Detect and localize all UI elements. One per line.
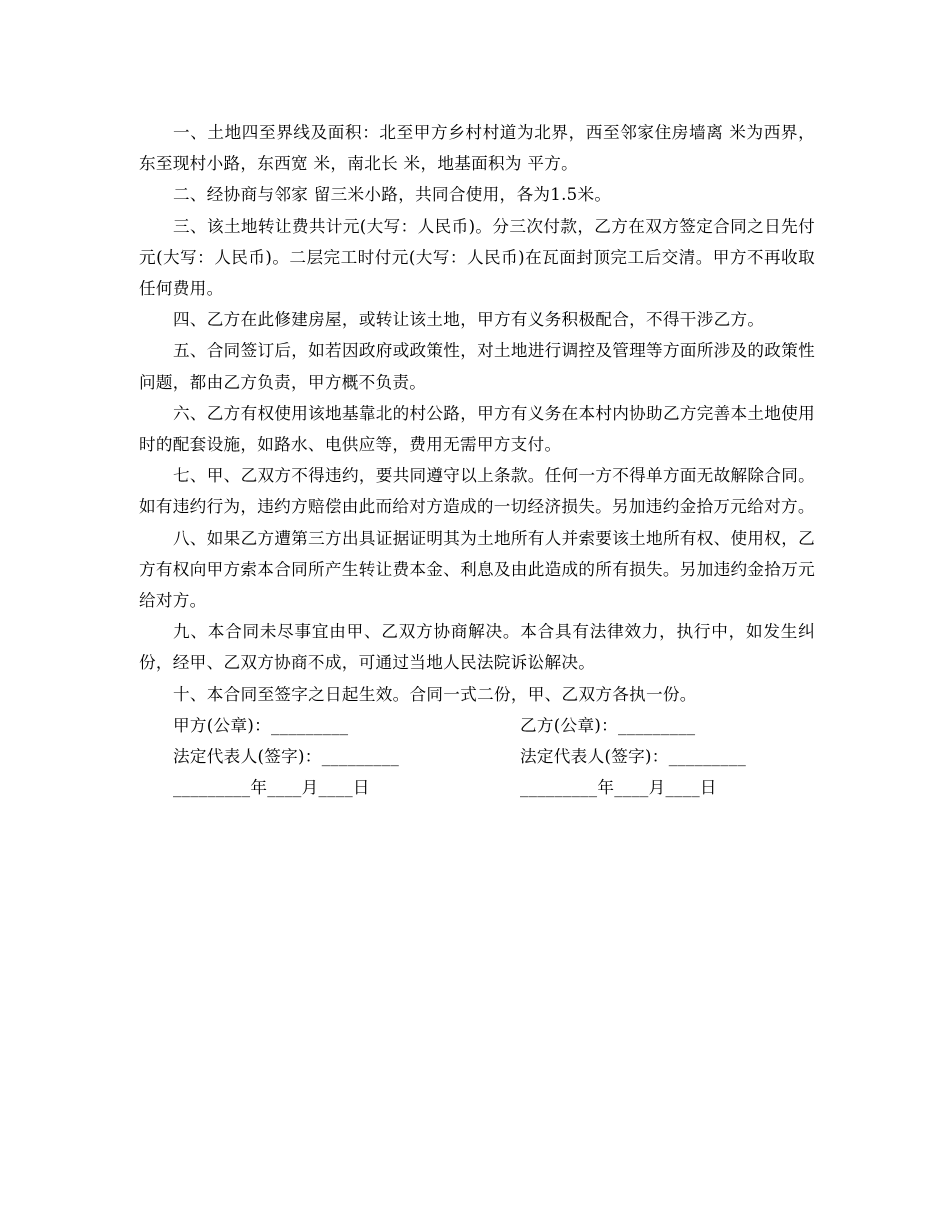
clause-2: 二、经协商与邻家 留三米小路，共同合使用，各为1.5米。 xyxy=(173,185,612,205)
clause-6: 六、乙方有权使用该地基靠北的村公路，甲方有义务在本村内协助乙方完善本土地使用时的配套设施，如路水、电供应等，费用无需甲方支付。 xyxy=(139,403,815,455)
clause-4: 四、乙方在此修建房屋，或转让该土地，甲方有义务积极配合，不得干涉乙方。 xyxy=(173,310,765,330)
clause-8: 八、如果乙方遭第三方出具证据证明其为土地所有人并索要该土地所有权、使用权，乙方有权向甲方索本合同所产生转让费本金、利息及由此造成的所有损失。另加违约金拾万元给对方。 xyxy=(139,528,815,611)
party-b-date-line: _________年____月____日 xyxy=(520,778,717,798)
party-a-representative-line: 法定代表人(签字)：_________ xyxy=(173,747,400,767)
party-b-representative-line: 法定代表人(签字)：_________ xyxy=(520,747,747,767)
clause-1: 一、土地四至界线及面积：北至甲方乡村村道为北界，西至邻家住房墙离 米为西界，东至现村小路，东西宽 米，南北长 米，地基面积为 平方。 xyxy=(139,123,815,174)
signature-row-date xyxy=(139,772,815,803)
clause-5: 五、合同签订后，如若因政府或政策性，对土地进行调控及管理等方面所涉及的政策性问题，都由乙方负责，甲方概不负责。 xyxy=(139,341,815,392)
clause-3: 三、该土地转让费共计元(大写：人民币)。分三次付款，乙方在双方签定合同之日先付元(大写：人民币)。二层完工时付元(大写：人民币)在瓦面封顶完工后交清。甲方不再收取任何费用。 xyxy=(139,216,815,299)
party-a-seal-line: 甲方(公章)：_________ xyxy=(173,715,349,735)
clause-7: 七、甲、乙双方不得违约，要共同遵守以上条款。任何一方不得单方面无故解除合同。如有违约行为，违约方赔偿由此而给对方造成的一切经济损失。另加违约金拾万元给对方。 xyxy=(139,466,815,517)
party-b-seal-line: 乙方(公章)：_________ xyxy=(520,715,696,735)
contract-body xyxy=(139,117,815,803)
clause-9: 九、本合同未尽事宜由甲、乙双方协商解决。本合具有法律效力，执行中，如发生纠份，经甲、乙双方协商不成，可通过当地人民法院诉讼解决。 xyxy=(139,622,815,673)
clause-10: 十、本合同至签字之日起生效。合同一式二份，甲、乙双方各执一份。 xyxy=(173,684,697,704)
party-a-date-line: _________年____月____日 xyxy=(173,778,370,798)
signature-row-representative xyxy=(139,741,815,772)
signature-row-seal xyxy=(139,710,815,741)
